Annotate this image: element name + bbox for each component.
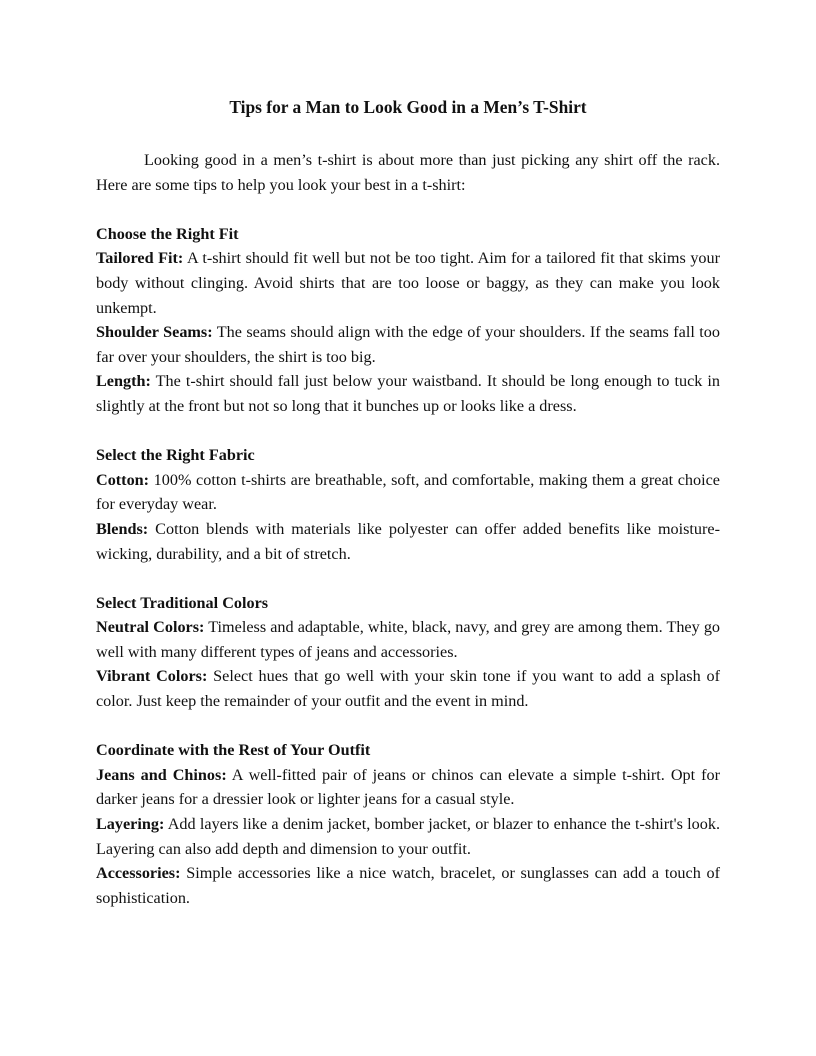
tip-term: Accessories:: [96, 864, 181, 883]
section-heading: Select Traditional Colors: [96, 593, 269, 612]
tip-text: The t-shirt should fall just below your waistband. It should be long enough to tuck in slightly at the front but not so long that it bunches up or looks like a dress.: [96, 372, 720, 415]
section-right-fabric: [96, 443, 720, 566]
section-heading: Select the Right Fabric: [96, 446, 255, 465]
tip-term: Blends:: [96, 519, 149, 538]
section-traditional-colors: [96, 591, 720, 714]
section-coordinate-outfit: [96, 738, 720, 910]
tip-text: Add layers like a denim jacket, bomber jacket, or blazer to enhance the t-shirt's look. Layering can also add depth and dimension to your outfit.: [96, 815, 720, 858]
tip-text: The seams should align with the edge of your shoulders. If the seams fall too far over your shoulders, the shirt is too big.: [96, 323, 720, 366]
tip-term: Vibrant Colors:: [96, 667, 208, 686]
tip-paragraph: [96, 369, 720, 418]
intro-paragraph: Looking good in a men’s t-shirt is about more than just picking any shirt off the rack. Here are some tips to help you look your best in a t-shirt:: [96, 151, 720, 194]
section-right-fit: [96, 222, 720, 419]
tip-text: A t-shirt should fit well but not be too tight. Aim for a tailored fit that skims your body without clinging. Avoid shirts that are too loose or baggy, as they can make you look unkempt.: [96, 249, 720, 317]
tip-text: A well-fitted pair of jeans or chinos can elevate a simple t-shirt. Opt for darker jeans for a dressier look or lighter jeans for a casual style.: [96, 765, 720, 809]
document-title: Tips for a Man to Look Good in a Men’s T-Shirt: [229, 97, 587, 117]
tip-paragraph: [96, 246, 720, 320]
tip-term: Layering:: [96, 815, 165, 834]
tip-paragraph: [96, 763, 720, 812]
section-heading: Coordinate with the Rest of Your Outfit: [96, 741, 371, 760]
tip-paragraph: [96, 664, 720, 713]
tip-term: Length:: [96, 372, 151, 391]
tip-term: Jeans and Chinos:: [96, 765, 227, 784]
tip-paragraph: [96, 861, 720, 910]
tip-text: 100% cotton t-shirts are breathable, soft, and comfortable, making them a great choice for everyday wear.: [96, 470, 720, 514]
tip-text: Simple accessories like a nice watch, bracelet, or sunglasses can add a touch of sophistication.: [96, 864, 720, 907]
tip-term: Neutral Colors:: [96, 618, 205, 637]
tip-paragraph: [96, 320, 720, 369]
tip-text: Timeless and adaptable, white, black, navy, and grey are among them. They go well with many different types of jeans and accessories.: [96, 618, 721, 661]
tip-term: Tailored Fit:: [96, 249, 184, 268]
tip-paragraph: [96, 812, 720, 861]
tip-paragraph: [96, 615, 720, 664]
section-heading: Choose the Right Fit: [96, 224, 239, 243]
tip-text: Cotton blends with materials like polyester can offer added benefits like moisture-wicking, durability, and a bit of stretch.: [96, 519, 720, 563]
tip-term: Shoulder Seams:: [96, 323, 213, 342]
tip-paragraph: [96, 468, 720, 517]
document-page: [96, 94, 720, 935]
tip-term: Cotton:: [96, 470, 150, 489]
tip-text: Select hues that go well with your skin tone if you want to add a splash of color. Just keep the remainder of your outfit and the event in mind.: [96, 667, 720, 711]
tip-paragraph: [96, 517, 720, 566]
